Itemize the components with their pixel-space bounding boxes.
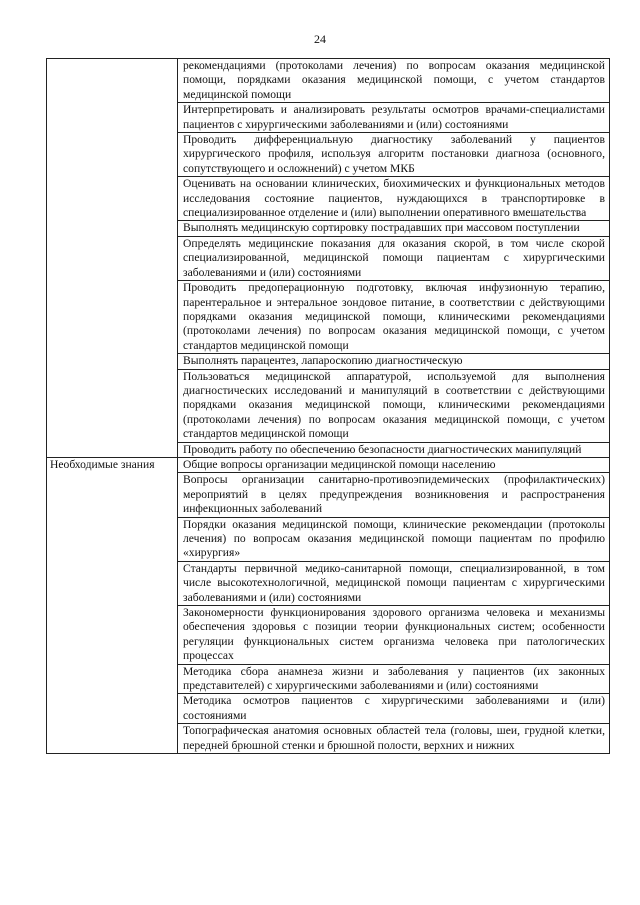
skill-item: Выполнять медицинскую сортировку пострадавших при массовом поступлении <box>178 221 610 236</box>
knowledge-item: Топографическая анатомия основных областей тела (головы, шеи, грудной клетки, передней брюшной стенки и брюшной полости, верхних и нижних <box>178 724 610 754</box>
skill-item: Проводить предоперационную подготовку, включая инфузионную терапию, парентеральное и энтеральное зондовое питание, в соответствии с действующими порядками оказания медицинской помощи, клиническими рекомендациями (протоколами лечения) по вопросам оказания медицинской помощи, с учетом стандартов медицинской помощи <box>178 281 610 354</box>
knowledge-item: Вопросы организации санитарно-противоэпидемических (профилактических) мероприятий в целях предупреждения возникновения и распространения инфекционных заболеваний <box>178 473 610 517</box>
knowledge-row <box>47 457 610 472</box>
knowledge-item: Общие вопросы организации медицинской помощи населению <box>178 457 610 472</box>
skill-item: Определять медицинские показания для оказания скорой, в том числе скорой специализированной, медицинской помощи пациентам с хирургическими заболеваниями и (или) состояниями <box>178 236 610 280</box>
skill-item: Выполнять парацентез, лапароскопию диагностическую <box>178 354 610 369</box>
knowledge-item: Закономерности функционирования здорового организма человека и механизмы обеспечения здоровья с позиции теории функциональных систем; особенности регуляции функциональных систем организма человека при патологических процессах <box>178 606 610 665</box>
knowledge-item: Методика сбора анамнеза жизни и заболевания у пациентов (их законных представителей) с хирургическими заболеваниями и (или) состояниями <box>178 664 610 694</box>
competency-table <box>46 58 610 754</box>
skills-section-cell <box>47 59 178 458</box>
skill-item: Оценивать на основании клинических, биохимических и функциональных методов исследования состояние пациентов, нуждающихся в транспортировке в специализированное отделение и (или) выполнении оперативного вмешательства <box>178 177 610 221</box>
skill-item: рекомендациями (протоколами лечения) по вопросам оказания медицинской помощи, порядками оказания медицинской помощи, с учетом стандартов медицинской помощи <box>178 59 610 103</box>
skill-item: Проводить работу по обеспечению безопасности диагностических манипуляций <box>178 442 610 457</box>
knowledge-item: Методика осмотров пациентов с хирургическими заболеваниями и (или) состояниями <box>178 694 610 724</box>
competency-table-body <box>47 59 610 754</box>
page-number: 24 <box>314 32 326 46</box>
skill-item: Интерпретировать и анализировать результаты осмотров врачами-специалистами пациентов с хирургическими заболеваниями и (или) состояниями <box>178 103 610 133</box>
knowledge-item: Стандарты первичной медико-санитарной помощи, специализированной, в том числе высокотехнологичной, медицинской помощи пациентам с хирургическими заболеваниями и (или) состояниями <box>178 561 610 605</box>
knowledge-item: Порядки оказания медицинской помощи, клинические рекомендации (протоколы лечения) по вопросам оказания медицинской помощи пациентам по профилю «хирургия» <box>178 517 610 561</box>
section-label: Необходимые знания <box>47 457 178 753</box>
skills-row <box>47 59 610 103</box>
skill-item: Проводить дифференциальную диагностику заболеваний у пациентов хирургического профиля, используя алгоритм постановки диагноза (основного, сопутствующего и осложнений) с учетом МКБ <box>178 133 610 177</box>
skill-item: Пользоваться медицинской аппаратурой, используемой для выполнения диагностических исследований и манипуляций в соответствии с действующими порядками оказания медицинской помощи, клиническими рекомендациями (протоколами лечения) по вопросам оказания медицинской помощи, с учетом стандартов медицинской помощи <box>178 369 610 442</box>
